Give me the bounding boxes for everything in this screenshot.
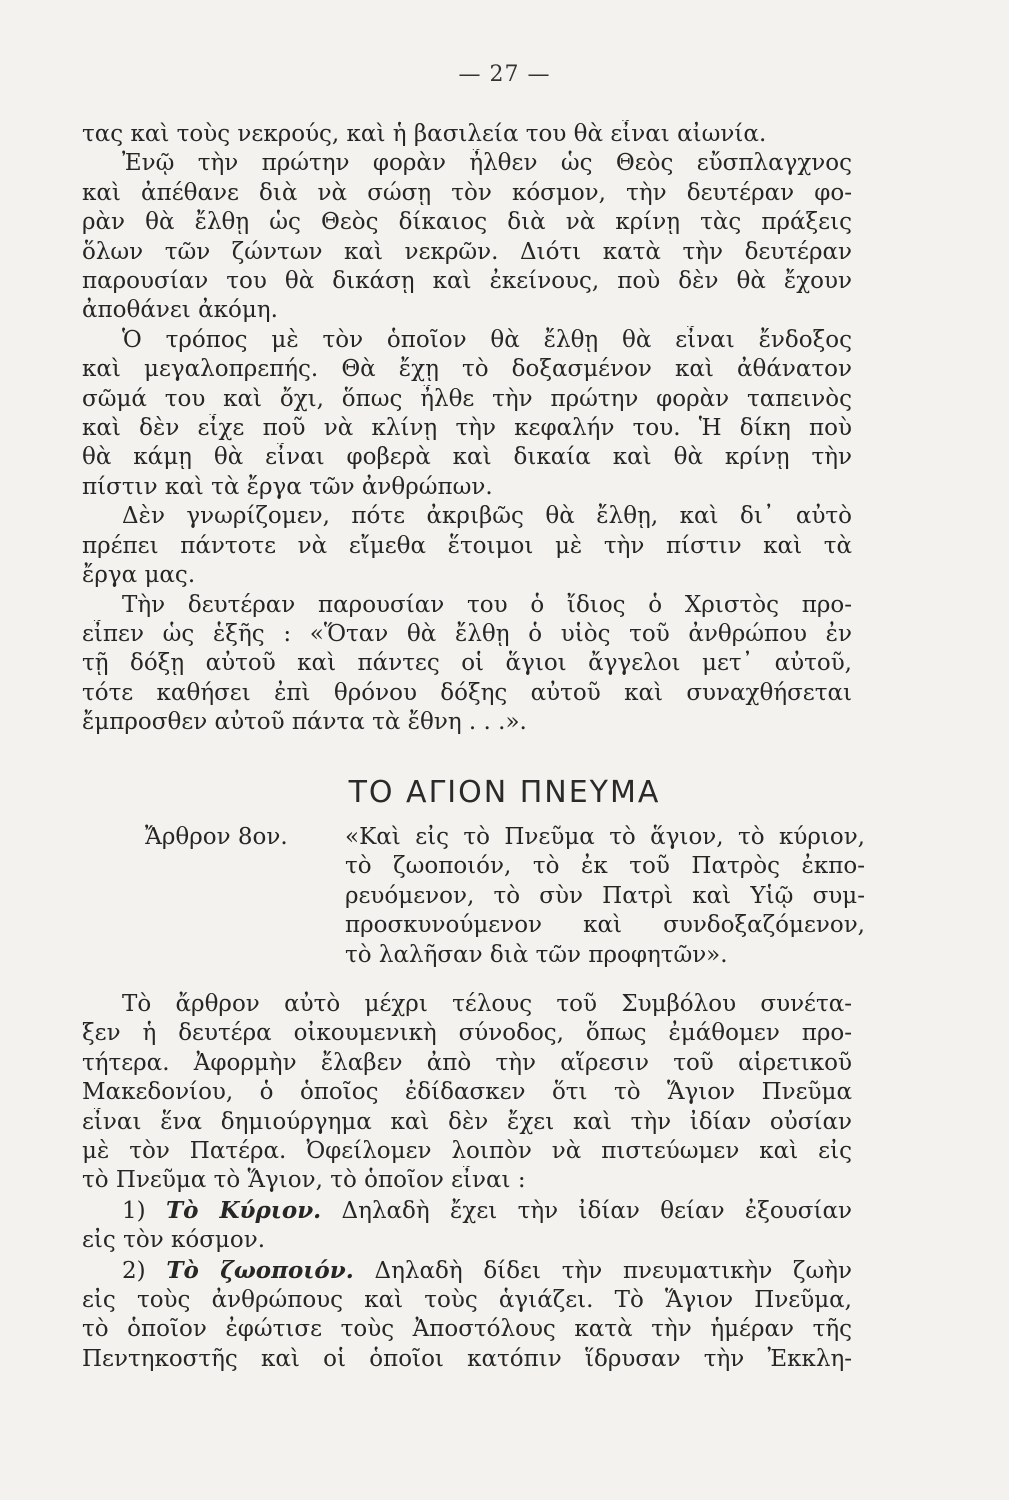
text-line: «Καὶ εἰς τὸ Πνεῦμα τὸ ἅγιον, τὸ κύριον, xyxy=(345,824,865,850)
text-line: Δὲν γνωρίζομεν, πότε ἀκριβῶς θὰ ἔλθῃ, καὶ δι᾽ αὐτὸ xyxy=(122,503,852,530)
text-line: ρὰν θὰ ἔλθῃ ὡς Θεὸς δίκαιος διὰ νὰ κρίνῃ τὰς πράξεις xyxy=(82,209,852,236)
text-line: ἔμπροσθεν αὐτοῦ πάντα τὰ ἔθνη . . .». xyxy=(82,709,527,736)
text-line: θὰ κάμῃ θὰ εἶναι φοβερὰ καὶ δικαία καὶ θὰ κρίνῃ τὴν xyxy=(82,444,852,471)
text-line: τας καὶ τοὺς νεκρούς, καὶ ἡ βασιλεία του θὰ εἶναι αἰωνία. xyxy=(82,121,767,147)
text-line: εἶναι ἕνα δημιούργημα καὶ δὲν ἔχει καὶ τὴν ἰδίαν οὐσίαν xyxy=(82,1108,852,1135)
article-text xyxy=(345,823,865,970)
text-line: Τὸ ἄρθρον αὐτὸ μέχρι τέλους τοῦ Συμβόλου συνέτα- xyxy=(122,991,852,1017)
text-line: 1) Τὸ Κύριον. Δηλαδὴ ἔχει τὴν ἰδίαν θείαν ἐξουσίαν xyxy=(122,1196,852,1224)
text-line: ἀποθάνει ἀκόμη. xyxy=(82,297,278,324)
text-section-1 xyxy=(82,120,852,738)
article-label: Ἄρθρον 8ον. xyxy=(145,824,288,850)
text-line: εἶπεν ὡς ἑξῆς : «Ὅταν θὰ ἔλθῃ ὁ υἱὸς τοῦ ἀνθρώπου ἐν xyxy=(82,620,852,647)
text-line: καὶ μεγαλοπρεπής. Θὰ ἔχῃ τὸ δοξασμένον καὶ ἀθάνατον xyxy=(82,356,852,383)
text-line: τὸ λαλῆσαν διὰ τῶν προφητῶν». xyxy=(345,941,728,968)
text-line: παρουσίαν του θὰ δικάσῃ καὶ ἐκείνους, ποὺ δὲν θὰ ἔχουν xyxy=(82,268,852,295)
text-line: πρέπει πάντοτε νὰ εἴμεθα ἕτοιμοι μὲ τὴν πίστιν καὶ τὰ xyxy=(82,532,852,559)
text-line: 2) Τὸ ζωοποιόν. Δηλαδὴ δίδει τὴν πνευματικὴν ζωὴν xyxy=(122,1256,852,1284)
text-line: ξεν ἡ δευτέρα οἰκουμενικὴ σύνοδος, ὅπως ἐμάθομεν προ- xyxy=(82,1020,852,1047)
text-line: τότε καθήσει ἐπὶ θρόνου δόξης αὐτοῦ καὶ συναχθήσεται xyxy=(82,679,852,706)
text-line: ρευόμενον, τὸ σὺν Πατρὶ καὶ Υἱῷ συμ- xyxy=(345,882,865,909)
text-line: ὅλων τῶν ζώντων καὶ νεκρῶν. Διότι κατὰ τὴν δευτέραν xyxy=(82,238,852,265)
text-line: τῇ δόξῃ αὐτοῦ καὶ πάντες οἱ ἅγιοι ἄγγελοι μετ᾽ αὐτοῦ, xyxy=(82,650,852,677)
text-line: τὸ ὁποῖον ἐφώτισε τοὺς Ἀποστόλους κατὰ τὴν ἡμέραν τῆς xyxy=(82,1316,852,1343)
text-line: πίστιν καὶ τὰ ἔργα τῶν ἀνθρώπων. xyxy=(82,473,493,500)
text-line: καὶ ἀπέθανε διὰ νὰ σώσῃ τὸν κόσμον, τὴν δευτέραν φο- xyxy=(82,179,852,206)
text-line: τήτερα. Ἀφορμὴν ἔλαβεν ἀπὸ τὴν αἵρεσιν τοῦ αἱρετικοῦ xyxy=(82,1049,852,1076)
text-section-2 xyxy=(82,990,852,1374)
text-line: εἰς τοὺς ἀνθρώπους καὶ τοὺς ἁγιάζει. Τὸ Ἅγιον Πνεῦμα, xyxy=(82,1287,852,1314)
text-line: τὸ ζωοποιόν, τὸ ἐκ τοῦ Πατρὸς ἐκπο- xyxy=(345,853,865,880)
text-line: προσκυνούμενον καὶ συνδοξαζόμενον, xyxy=(345,912,865,939)
page-number: — 27 — xyxy=(458,62,551,87)
section-heading: ΤΟ ΑΓΙΟΝ ΠΝΕΥΜΑ xyxy=(348,775,661,810)
text-line: ἔργα μας. xyxy=(82,562,196,589)
text-line: Πεντηκοστῆς καὶ οἱ ὁποῖοι κατόπιν ἵδρυσαν τὴν Ἐκκλη- xyxy=(82,1345,852,1372)
text-line: εἰς τὸν κόσμον. xyxy=(82,1227,266,1254)
text-line: σῶμά του καὶ ὄχι, ὅπως ἦλθε τὴν πρώτην φορὰν ταπεινὸς xyxy=(82,385,852,412)
emphasis-term: Τὸ ζωοποιόν. xyxy=(166,1256,354,1284)
emphasis-term: Τὸ Κύριον. xyxy=(165,1196,322,1224)
text-line: Ἐνῷ τὴν πρώτην φορὰν ἦλθεν ὡς Θεὸς εὔσπλαγχνος xyxy=(122,150,852,177)
text-line: Ὁ τρόπος μὲ τὸν ὁποῖον θὰ ἔλθῃ θὰ εἶναι ἔνδοξος xyxy=(122,326,852,353)
text-line: τὸ Πνεῦμα τὸ Ἅγιον, τὸ ὁποῖον εἶναι : xyxy=(82,1167,526,1194)
text-line: καὶ δὲν εἶχε ποῦ νὰ κλίνῃ τὴν κεφαλήν του. Ἡ δίκη ποὺ xyxy=(82,415,852,442)
text-line: μὲ τὸν Πατέρα. Ὀφείλομεν λοιπὸν νὰ πιστεύωμεν καὶ εἰς xyxy=(82,1138,852,1165)
text-line: Τὴν δευτέραν παρουσίαν του ὁ ἴδιος ὁ Χριστὸς προ- xyxy=(122,591,852,618)
text-line: Μακεδονίου, ὁ ὁποῖος ἐδίδασκεν ὅτι τὸ Ἅγιον Πνεῦμα xyxy=(82,1079,852,1106)
